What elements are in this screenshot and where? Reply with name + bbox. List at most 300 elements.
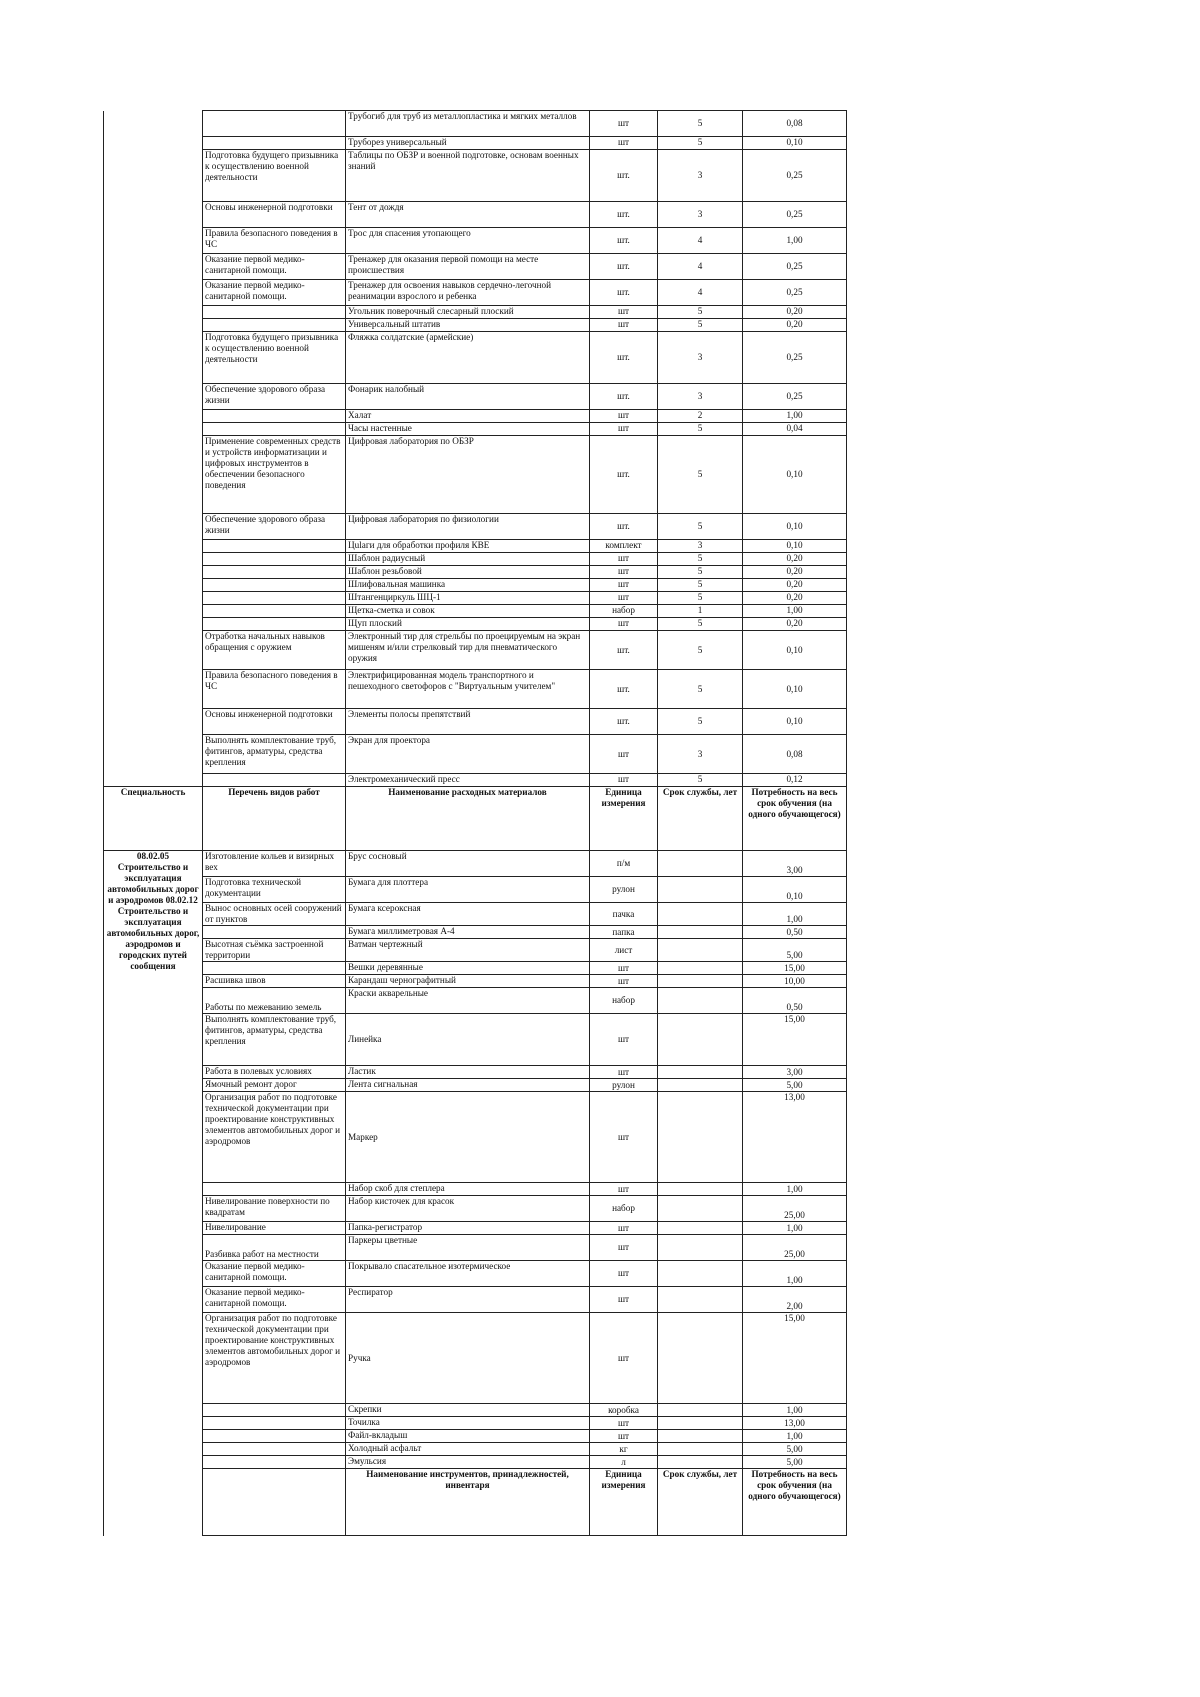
header-need: Потребность на весь срок обучения (на одного обучающегося) <box>743 787 847 851</box>
work-type-cell: Расшивка швов <box>203 975 346 988</box>
work-type-cell: Вынос основных осей сооружений от пунктов <box>203 903 346 926</box>
header2-need: Потребность на весь срок обучения (на одного обучающегося) <box>743 1469 847 1536</box>
service-life-cell <box>658 1456 743 1469</box>
item-name-cell: Шлифовальная машинка <box>346 579 590 592</box>
need-cell: 0,10 <box>743 540 847 553</box>
table-row <box>104 553 847 566</box>
service-life-cell: 5 <box>658 670 743 709</box>
material-name-cell: Холодный асфальт <box>346 1443 590 1456</box>
item-name-cell: Электрифицированная модель транспортного и пешеходного светофоров с "Виртуальным учителем" <box>346 670 590 709</box>
service-life-cell <box>658 1261 743 1287</box>
unit-cell: шт <box>590 111 658 137</box>
item-name-cell: Элементы полосы препятствий <box>346 709 590 735</box>
material-name-cell: Папка-регистратор <box>346 1222 590 1235</box>
table-row <box>104 975 847 988</box>
work-type-cell: Оказание первой медико-санитарной помощи. <box>203 1287 346 1313</box>
need-cell: 0,12 <box>743 774 847 787</box>
specialty-cell-empty <box>104 540 203 553</box>
specialty-cell-empty <box>104 111 203 137</box>
unit-cell: шт <box>590 410 658 423</box>
service-life-cell: 5 <box>658 306 743 319</box>
work-type-cell <box>203 410 346 423</box>
unit-cell: шт <box>590 618 658 631</box>
item-name-cell: Трос для спасения утопающего <box>346 228 590 254</box>
item-name-cell: Тент от дождя <box>346 202 590 228</box>
specialty-cell-empty <box>104 306 203 319</box>
need-cell: 0,25 <box>743 254 847 280</box>
need-cell: 5,00 <box>743 1079 847 1092</box>
work-type-cell: Выполнять комплектование труб, фитингов, арматуры, средства крепления <box>203 1014 346 1066</box>
table-row <box>104 903 847 926</box>
service-life-cell: 4 <box>658 254 743 280</box>
service-life-cell: 3 <box>658 202 743 228</box>
need-cell: 0,10 <box>743 631 847 670</box>
item-name-cell: Трубогиб для труб из металлопластика и мягких металлов <box>346 111 590 137</box>
material-name-cell: Скрепки <box>346 1404 590 1417</box>
work-type-cell: Разбивка работ на местности <box>203 1235 346 1261</box>
material-name-cell: Ластик <box>346 1066 590 1079</box>
work-type-cell <box>203 306 346 319</box>
work-type-cell <box>203 1183 346 1196</box>
service-life-cell: 5 <box>658 566 743 579</box>
table-row <box>104 851 847 877</box>
service-life-cell <box>658 1092 743 1183</box>
specialty-cell-empty <box>104 618 203 631</box>
unit-cell: шт <box>590 774 658 787</box>
table-row <box>104 670 847 709</box>
table-row <box>104 1014 847 1066</box>
unit-cell: шт <box>590 553 658 566</box>
service-life-cell: 5 <box>658 631 743 670</box>
material-name-cell: Покрывало спасательное изотермическое <box>346 1261 590 1287</box>
specialty-cell-empty <box>104 605 203 618</box>
service-life-cell <box>658 1417 743 1430</box>
service-life-cell: 5 <box>658 592 743 605</box>
service-life-cell <box>658 975 743 988</box>
table-row <box>104 926 847 939</box>
item-name-cell: Шаблон резьбовой <box>346 566 590 579</box>
work-type-cell: Организация работ по подготовке технической документации при проектирование конструктивных элементов автомобильных дорог и аэродромов <box>203 1313 346 1404</box>
table-row <box>104 150 847 202</box>
table-row <box>104 254 847 280</box>
table-row <box>104 514 847 540</box>
item-name-cell: Тренажер для освоения навыков сердечно-легочной реанимации взрослого и ребенка <box>346 280 590 306</box>
table-row <box>104 709 847 735</box>
need-cell: 0,10 <box>743 877 847 903</box>
specialty-cell-empty <box>104 254 203 280</box>
work-type-cell <box>203 566 346 579</box>
item-name-cell: Таблицы по ОБЗР и военной подготовке, основам военных знаний <box>346 150 590 202</box>
need-cell: 0,25 <box>743 202 847 228</box>
work-type-cell <box>203 423 346 436</box>
unit-cell: шт. <box>590 670 658 709</box>
service-life-cell: 5 <box>658 709 743 735</box>
header-service-life: Срок службы, лет <box>658 787 743 851</box>
item-name-cell: Тренажер для оказания первой помощи на месте происшествия <box>346 254 590 280</box>
work-type-cell: Подготовка будущего призывника к осуществлению военной деятельности <box>203 332 346 384</box>
need-cell: 0,10 <box>743 670 847 709</box>
unit-cell: шт <box>590 319 658 332</box>
need-cell: 5,00 <box>743 1456 847 1469</box>
table-row <box>104 877 847 903</box>
need-cell: 5,00 <box>743 1443 847 1456</box>
unit-cell: шт <box>590 735 658 774</box>
unit-cell: шт. <box>590 202 658 228</box>
specialty-cell-empty <box>104 670 203 709</box>
need-cell: 2,00 <box>743 1287 847 1313</box>
table-row <box>104 1066 847 1079</box>
specialty-cell-empty <box>104 436 203 514</box>
specialty-cell-empty <box>104 384 203 410</box>
material-name-cell: Маркер <box>346 1092 590 1183</box>
unit-cell: шт <box>590 1066 658 1079</box>
material-name-cell: Точилка <box>346 1417 590 1430</box>
unit-cell: шт. <box>590 709 658 735</box>
unit-cell: шт. <box>590 332 658 384</box>
material-name-cell: Респиратор <box>346 1287 590 1313</box>
material-name-cell: Набор кисточек для красок <box>346 1196 590 1222</box>
material-name-cell: Набор скоб для степлера <box>346 1183 590 1196</box>
service-life-cell <box>658 1066 743 1079</box>
service-life-cell: 5 <box>658 436 743 514</box>
work-type-cell <box>203 605 346 618</box>
item-name-cell: Штангенциркуль ШЦ-1 <box>346 592 590 605</box>
need-cell: 15,00 <box>743 1313 847 1404</box>
service-life-cell <box>658 1404 743 1417</box>
table-row <box>104 1235 847 1261</box>
header-work-list: Перечень видов работ <box>203 787 346 851</box>
need-cell: 1,00 <box>743 1222 847 1235</box>
table-row <box>104 384 847 410</box>
service-life-cell: 5 <box>658 514 743 540</box>
specialty-cell-empty <box>104 735 203 774</box>
work-type-cell <box>203 1404 346 1417</box>
work-type-cell: Оказание первой медико-санитарной помощи. <box>203 280 346 306</box>
work-type-cell: Подготовка будущего призывника к осуществлению военной деятельности <box>203 150 346 202</box>
need-cell: 1,00 <box>743 228 847 254</box>
work-type-cell: Обеспечение здорового образа жизни <box>203 514 346 540</box>
need-cell: 0,10 <box>743 137 847 150</box>
table-row <box>104 1196 847 1222</box>
work-type-cell: Оказание первой медико-санитарной помощи. <box>203 1261 346 1287</box>
service-life-cell <box>658 1014 743 1066</box>
unit-cell: пачка <box>590 903 658 926</box>
table-row <box>104 1430 847 1443</box>
need-cell: 0,20 <box>743 592 847 605</box>
unit-cell: шт <box>590 306 658 319</box>
header2-work-empty <box>203 1469 346 1536</box>
work-type-cell <box>203 579 346 592</box>
service-life-cell: 5 <box>658 579 743 592</box>
need-cell: 1,00 <box>743 1404 847 1417</box>
service-life-cell <box>658 1443 743 1456</box>
specialty-cell-empty <box>104 709 203 735</box>
service-life-cell <box>658 1430 743 1443</box>
table-row <box>104 566 847 579</box>
unit-cell: шт. <box>590 384 658 410</box>
table-row <box>104 1313 847 1404</box>
need-cell: 0,20 <box>743 566 847 579</box>
table-row <box>104 1443 847 1456</box>
specialty-cell: 08.02.05 Строительство и эксплуатация автомобильных дорог и аэродромов 08.02.12 Строительство и эксплуатация автомобильных дорог, аэродромов и городских путей сообщения <box>104 851 203 1469</box>
material-name-cell: Ватман чертежный <box>346 939 590 962</box>
header-unit: Единица измерения <box>590 787 658 851</box>
table-row <box>104 735 847 774</box>
need-cell: 15,00 <box>743 962 847 975</box>
specialty-cell-empty <box>104 1469 203 1536</box>
header-specialty: Специальность <box>104 787 203 851</box>
service-life-cell <box>658 962 743 975</box>
work-type-cell <box>203 962 346 975</box>
table-row <box>104 423 847 436</box>
work-type-cell: Работа в полевых условиях <box>203 1066 346 1079</box>
need-cell: 25,00 <box>743 1196 847 1222</box>
unit-cell: шт <box>590 579 658 592</box>
specialty-cell-empty <box>104 566 203 579</box>
unit-cell: шт <box>590 1287 658 1313</box>
work-type-cell: Организация работ по подготовке технической документации при проектирование конструктивных элементов автомобильных дорог и аэродромов <box>203 1092 346 1183</box>
need-cell: 25,00 <box>743 1235 847 1261</box>
need-cell: 1,00 <box>743 605 847 618</box>
table-row <box>104 1183 847 1196</box>
service-life-cell: 4 <box>658 228 743 254</box>
item-name-cell: Электронный тир для стрельбы по проецируемым на экран мишеням и/или стрелковый тир для пневматического оружия <box>346 631 590 670</box>
table-row <box>104 939 847 962</box>
item-name-cell: Цифровая лаборатория по ОБЗР <box>346 436 590 514</box>
need-cell: 0,50 <box>743 926 847 939</box>
material-name-cell: Паркеры цветные <box>346 1235 590 1261</box>
unit-cell: шт. <box>590 254 658 280</box>
unit-cell: шт. <box>590 280 658 306</box>
unit-cell: рулон <box>590 877 658 903</box>
work-type-cell: Нивелирование <box>203 1222 346 1235</box>
table-row <box>104 228 847 254</box>
unit-cell: набор <box>590 1196 658 1222</box>
table-row <box>104 436 847 514</box>
need-cell: 1,00 <box>743 1183 847 1196</box>
need-cell: 0,20 <box>743 553 847 566</box>
work-type-cell: Основы инженерной подготовки <box>203 709 346 735</box>
service-life-cell: 2 <box>658 410 743 423</box>
table-row <box>104 202 847 228</box>
material-name-cell: Вешки деревянные <box>346 962 590 975</box>
work-type-cell <box>203 553 346 566</box>
unit-cell: шт <box>590 1183 658 1196</box>
table-row <box>104 319 847 332</box>
unit-cell: шт. <box>590 228 658 254</box>
need-cell: 1,00 <box>743 410 847 423</box>
service-life-cell <box>658 1313 743 1404</box>
unit-cell: лист <box>590 939 658 962</box>
work-type-cell: Основы инженерной подготовки <box>203 202 346 228</box>
material-name-cell: Файл-вкладыш <box>346 1430 590 1443</box>
service-life-cell: 3 <box>658 735 743 774</box>
specialty-cell-empty <box>104 137 203 150</box>
unit-cell: набор <box>590 988 658 1014</box>
unit-cell: л <box>590 1456 658 1469</box>
table-row <box>104 1456 847 1469</box>
work-type-cell: Правила безопасного поведения в ЧС <box>203 670 346 709</box>
table-row <box>104 332 847 384</box>
specialty-cell-empty <box>104 228 203 254</box>
materials-section <box>104 851 847 1469</box>
service-life-cell <box>658 1222 743 1235</box>
work-type-cell: Отработка начальных навыков обращения с оружием <box>203 631 346 670</box>
unit-cell: шт. <box>590 150 658 202</box>
unit-cell: шт <box>590 1430 658 1443</box>
work-type-cell <box>203 1443 346 1456</box>
service-life-cell: 5 <box>658 319 743 332</box>
work-type-cell <box>203 926 346 939</box>
work-type-cell <box>203 111 346 137</box>
need-cell: 0,04 <box>743 423 847 436</box>
header-material-name: Наименование расходных материалов <box>346 787 590 851</box>
need-cell: 0,20 <box>743 306 847 319</box>
service-life-cell <box>658 1235 743 1261</box>
need-cell: 0,10 <box>743 709 847 735</box>
unit-cell: шт. <box>590 436 658 514</box>
work-type-cell <box>203 137 346 150</box>
service-life-cell <box>658 988 743 1014</box>
service-life-cell: 3 <box>658 384 743 410</box>
table-row <box>104 579 847 592</box>
item-name-cell: Экран для проектора <box>346 735 590 774</box>
header2-tool-name: Наименование инструментов, принадлежностей, инвентаря <box>346 1469 590 1536</box>
service-life-cell: 1 <box>658 605 743 618</box>
unit-cell: шт <box>590 975 658 988</box>
specialty-cell-empty <box>104 332 203 384</box>
need-cell: 13,00 <box>743 1417 847 1430</box>
unit-cell: шт <box>590 137 658 150</box>
tools-section <box>104 111 847 787</box>
specialty-cell-empty <box>104 319 203 332</box>
unit-cell: шт <box>590 592 658 605</box>
unit-cell: шт <box>590 1222 658 1235</box>
service-life-cell: 5 <box>658 774 743 787</box>
service-life-cell <box>658 1183 743 1196</box>
item-name-cell: Угольник поверочный слесарный плоский <box>346 306 590 319</box>
work-type-cell <box>203 1417 346 1430</box>
need-cell: 0,10 <box>743 514 847 540</box>
work-type-cell <box>203 540 346 553</box>
work-type-cell: Применение современных средств и устройств информатизации и цифровых инструментов в обеспечении безопасного поведения <box>203 436 346 514</box>
material-name-cell: Эмульсия <box>346 1456 590 1469</box>
specialty-cell-empty <box>104 423 203 436</box>
service-life-cell: 5 <box>658 111 743 137</box>
need-cell: 0,25 <box>743 280 847 306</box>
table-row <box>104 540 847 553</box>
service-life-cell: 5 <box>658 618 743 631</box>
need-cell: 13,00 <box>743 1092 847 1183</box>
service-life-cell <box>658 851 743 877</box>
table-row <box>104 111 847 137</box>
need-cell: 3,00 <box>743 1066 847 1079</box>
item-name-cell: Часы настенные <box>346 423 590 436</box>
unit-cell: комплект <box>590 540 658 553</box>
need-cell: 15,00 <box>743 1014 847 1066</box>
table-row <box>104 1222 847 1235</box>
specialty-cell-empty <box>104 774 203 787</box>
table-row <box>104 1261 847 1287</box>
material-name-cell: Карандаш чернографитный <box>346 975 590 988</box>
need-cell: 0,50 <box>743 988 847 1014</box>
need-cell: 1,00 <box>743 903 847 926</box>
need-cell: 0,20 <box>743 579 847 592</box>
service-life-cell: 5 <box>658 553 743 566</box>
table-row <box>104 631 847 670</box>
unit-cell: рулон <box>590 1079 658 1092</box>
specialty-cell-empty <box>104 592 203 605</box>
item-name-cell: Электромеханический пресс <box>346 774 590 787</box>
table-row <box>104 605 847 618</box>
work-type-cell: Правила безопасного поведения в ЧС <box>203 228 346 254</box>
unit-cell: шт <box>590 1417 658 1430</box>
need-cell: 0,08 <box>743 735 847 774</box>
work-type-cell <box>203 1430 346 1443</box>
material-name-cell: Бумага для плоттера <box>346 877 590 903</box>
tools-header-2 <box>104 1469 847 1536</box>
unit-cell: папка <box>590 926 658 939</box>
service-life-cell <box>658 926 743 939</box>
equipment-table <box>103 110 847 1536</box>
service-life-cell: 3 <box>658 540 743 553</box>
table-row <box>104 1287 847 1313</box>
item-name-cell: Труборез универсальный <box>346 137 590 150</box>
service-life-cell <box>658 877 743 903</box>
unit-cell: шт. <box>590 631 658 670</box>
table-row <box>104 1079 847 1092</box>
unit-cell: шт. <box>590 514 658 540</box>
service-life-cell <box>658 1079 743 1092</box>
specialty-cell-empty <box>104 631 203 670</box>
table-row <box>104 592 847 605</box>
item-name-cell: Фляжка солдатские (армейские) <box>346 332 590 384</box>
need-cell: 0,25 <box>743 150 847 202</box>
service-life-cell <box>658 1196 743 1222</box>
need-cell: 0,20 <box>743 319 847 332</box>
item-name-cell: Щетка-сметка и совок <box>346 605 590 618</box>
specialty-cell-empty <box>104 410 203 423</box>
material-name-cell: Линейка <box>346 1014 590 1066</box>
unit-cell: шт <box>590 1261 658 1287</box>
service-life-cell <box>658 1287 743 1313</box>
service-life-cell: 3 <box>658 150 743 202</box>
need-cell: 1,00 <box>743 1261 847 1287</box>
service-life-cell: 5 <box>658 423 743 436</box>
material-name-cell: Лента сигнальная <box>346 1079 590 1092</box>
material-name-cell: Бумага миллиметровая А-4 <box>346 926 590 939</box>
table-row <box>104 774 847 787</box>
work-type-cell: Обеспечение здорового образа жизни <box>203 384 346 410</box>
unit-cell: шт <box>590 1235 658 1261</box>
unit-cell: шт <box>590 962 658 975</box>
work-type-cell: Подготовка технической документации <box>203 877 346 903</box>
work-type-cell <box>203 774 346 787</box>
specialty-cell-empty <box>104 514 203 540</box>
unit-cell: шт <box>590 423 658 436</box>
item-name-cell: Цulaги для обработки профиля КВЕ <box>346 540 590 553</box>
header2-unit: Единица измерения <box>590 1469 658 1536</box>
unit-cell: п/м <box>590 851 658 877</box>
service-life-cell: 3 <box>658 332 743 384</box>
item-name-cell: Цифровая лаборатория по физиологии <box>346 514 590 540</box>
work-type-cell: Высотная съёмка застроенной территории <box>203 939 346 962</box>
item-name-cell: Универсальный штатив <box>346 319 590 332</box>
work-type-cell <box>203 1456 346 1469</box>
need-cell: 0,25 <box>743 384 847 410</box>
need-cell: 5,00 <box>743 939 847 962</box>
unit-cell: шт <box>590 1014 658 1066</box>
